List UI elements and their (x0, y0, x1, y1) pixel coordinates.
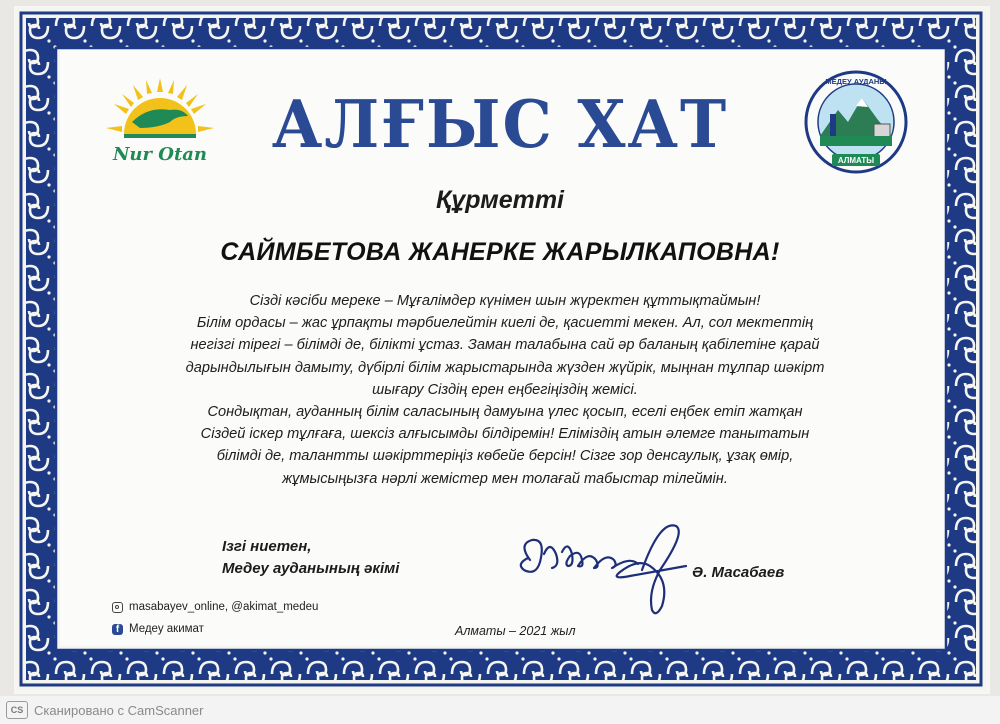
salutation: Құрметті (435, 186, 564, 214)
body-line: шығару Сіздің ерен еңбегіңіздің жемісі. (372, 381, 638, 398)
facebook-contact (112, 623, 204, 635)
body-line: Сізді кәсіби мереке – Мұғалімдер күнімен шын жүректен құттықтаймын! (249, 293, 761, 309)
seal-top-text: МЕДЕУ АУДАНЫ (825, 77, 887, 86)
body-line: дарындылығын дамыту, дүбірлі білім жарыстарында жүзден жүйрік, мыңнан тұлпар шәкірт (185, 359, 825, 376)
signer-position: Медеу ауданының әкімі (222, 560, 400, 577)
nur-otan-logo-text: Nur Otan (112, 144, 208, 165)
body-line: Сіздей іскер тұлғаға, шексіз алғысымды білдіремін! Еліміздің атын әлемге танытатын (200, 426, 810, 443)
instagram-handles: masabayev_online, @akimat_medeu (129, 601, 319, 613)
certificate-body (125, 290, 885, 490)
certificate-title: АЛҒЫС ХАТ (271, 86, 729, 163)
handwritten-signature (510, 510, 690, 620)
body-line: Сондықтан, ауданның білім саласының дамуына үлес қосып, еселі еңбек етіп жатқан (207, 404, 803, 421)
seal-bottom-text: АЛМАТЫ (837, 156, 875, 165)
city-and-year: Алматы – 2021 жыл (455, 624, 576, 638)
recipient-name: САЙМБЕТОВА ЖАНЕРКЕ ЖАРЫЛКАПОВНА! (220, 238, 780, 266)
body-line: негізгі тірегі – білімді де, білікті ұстаз. Заман талабына сай әр баланың қабілетіне қарай (190, 337, 820, 354)
body-line: жұмысыңызға нәрлі жемістер мен толағай табыстар тілеймін. (282, 470, 728, 487)
signer-name: Ә. Масабаев (692, 564, 785, 581)
body-line: Білім ордасы – жас ұрпақты тәрбиелейтін киелі де, қасиетті мекен. Ал, сол мектептің (196, 315, 814, 332)
camscanner-icon: CS (6, 701, 28, 719)
watermark-text: Сканировано с CamScanner (34, 702, 204, 718)
instagram-contact (112, 601, 318, 613)
facebook-page: Медеу акимат (129, 623, 204, 635)
body-line: білімді де, талантты шәкірттеріңіз көбейе берсін! Сізге зор денсаулық, ұзақ өмір, (216, 448, 794, 465)
instagram-icon (112, 602, 123, 613)
scanner-watermark (0, 696, 1000, 724)
closing-greeting: Ізгі ниетен, (222, 538, 312, 555)
facebook-icon: f (112, 624, 123, 635)
